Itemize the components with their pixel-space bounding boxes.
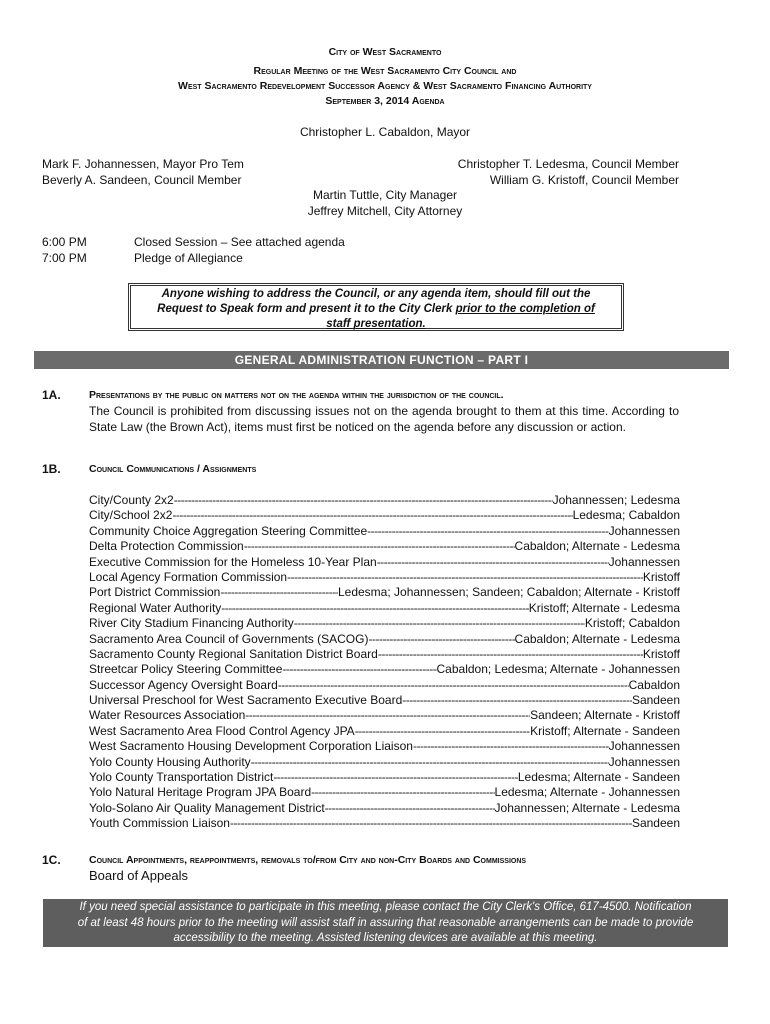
assignment-row — [89, 662, 680, 677]
assignment-name: Youth Commission Liaison — [89, 816, 230, 831]
assignment-members: Johannessen — [608, 754, 680, 769]
leader-dots — [378, 647, 643, 662]
assignment-members: Kristoff; Cabaldon — [584, 616, 680, 631]
leader-dots — [311, 785, 494, 800]
leader-dots — [325, 801, 495, 816]
assignment-name: Successor Agency Oversight Board — [89, 677, 278, 692]
leader-dots — [413, 739, 609, 754]
leader-dots — [282, 662, 436, 677]
leader-dots — [174, 493, 553, 508]
assignment-members: Sandeen — [631, 693, 680, 708]
mayor-name: Christopher L. Cabaldon, Mayor — [299, 125, 471, 139]
section-number: 1C. — [42, 853, 61, 867]
leader-dots — [355, 724, 530, 739]
assignment-name: Yolo Natural Heritage Program JPA Board — [89, 785, 312, 800]
assignment-row — [89, 770, 680, 785]
member-ledesma: Christopher T. Ledesma, Council Member — [457, 157, 679, 171]
assignment-members: Johannessen; Ledesma — [552, 493, 680, 507]
assignment-members: Cabaldon; Alternate - Ledesma — [514, 539, 680, 554]
assignment-name: West Sacramento Area Flood Control Agency JPA — [89, 723, 355, 738]
assignment-members: Ledesma; Cabaldon — [572, 508, 680, 523]
notice-underlined: prior to the completion of — [455, 303, 595, 315]
assignment-members: Johannessen — [608, 523, 680, 538]
assignment-members: Kristoff; Alternate - Ledesma — [528, 600, 680, 615]
assignment-row — [89, 739, 680, 754]
assignment-members: Cabaldon — [628, 677, 680, 692]
assignment-members: Kristoff — [642, 646, 680, 661]
notice-text: Request to Speak form and present it to the City Clerk — [157, 303, 456, 315]
header-city: City of West Sacramento — [328, 46, 442, 58]
section-number: 1B. — [42, 462, 61, 476]
assignment-members: Kristoff; Alternate - Sandeen — [530, 723, 680, 738]
leader-dots — [368, 632, 514, 647]
assignment-name: Delta Protection Commission — [89, 539, 244, 554]
assignment-name: Water Resources Association — [89, 708, 246, 723]
section-number: 1A. — [42, 388, 61, 402]
assignment-name: Sacramento Area Council of Governments (SACOG) — [89, 631, 369, 646]
assignment-name: West Sacramento Housing Development Corporation Liaison — [89, 739, 413, 754]
assignment-row — [89, 632, 680, 647]
section-title: Council Communications / Assignments — [89, 463, 257, 475]
accessibility-notice — [43, 899, 728, 947]
leader-dots — [220, 585, 338, 600]
assignment-name: Regional Water Authority — [89, 600, 222, 615]
assignment-members: Sandeen; Alternate - Kristoff — [530, 708, 680, 723]
assignment-name: Yolo-Solano Air Quality Management District — [89, 800, 325, 815]
assignment-row — [89, 708, 680, 723]
schedule-row — [42, 234, 345, 250]
header-date: September 3, 2014 Agenda — [325, 95, 445, 107]
assignment-name: Local Agency Formation Commission — [89, 569, 288, 584]
leader-dots — [278, 678, 629, 693]
leader-dots — [244, 539, 515, 554]
leader-dots — [377, 555, 609, 570]
appointment-item: Board of Appeals — [89, 868, 189, 883]
header-agencies: West Sacramento Redevelopment Successor Agency & West Sacramento Financing Authority — [178, 80, 592, 92]
schedule-item: Pledge of Allegiance — [134, 251, 243, 265]
notice-underlined: staff presentation. — [326, 318, 426, 330]
assignment-members: Johannessen — [608, 554, 680, 569]
assignment-name: Community Choice Aggregation Steering Committee — [89, 523, 368, 538]
assignment-row — [89, 539, 680, 554]
leader-dots — [221, 601, 529, 616]
footer-line: If you need special assistance to participate in this meeting, please contact the City Clerk's Office, 617-4500. Notification — [79, 901, 692, 913]
assignment-name: Sacramento County Regional Sanitation District Board — [89, 646, 378, 661]
assignment-members: Cabaldon; Ledesma; Alternate - Johannessen — [436, 662, 680, 677]
schedule-row — [42, 250, 345, 266]
member-sandeen: Beverly A. Sandeen, Council Member — [42, 173, 242, 187]
footer-line: of at least 48 hours prior to the meeting will assist staff in assuring that reasonable arrangements can be made to provide — [77, 916, 694, 929]
notice-line — [131, 317, 621, 332]
footer-line: accessibility to the meeting. Assisted listening devices are available at this meeting. — [173, 932, 598, 944]
schedule-item: Closed Session – See attached agenda — [134, 235, 345, 249]
assignment-row — [89, 524, 680, 539]
assignment-row — [89, 647, 680, 662]
section-title: Presentations by the public on matters not on the agenda within the jurisdiction of the council. — [89, 389, 504, 401]
assignment-name: Yolo County Transportation District — [89, 770, 274, 785]
assignment-row — [89, 585, 680, 600]
speak-notice-box — [128, 283, 624, 331]
assignment-row — [89, 693, 680, 708]
assignment-row — [89, 816, 680, 831]
assignment-members: Sandeen — [631, 816, 680, 831]
schedule-time: 7:00 PM — [42, 251, 87, 265]
assignment-members: Ledesma; Johannessen; Sandeen; Cabaldon; Alternate - Kristoff — [337, 585, 680, 600]
section-title: Council Appointments, reappointments, removals to/from City and non-City Boards and Commissions — [89, 854, 527, 866]
assignment-row — [89, 508, 680, 523]
assignment-name: City/School 2x2 — [89, 508, 173, 523]
notice-line — [131, 302, 621, 317]
leader-dots — [172, 508, 572, 523]
leader-dots — [273, 770, 518, 785]
assignment-members: Ledesma; Alternate - Johannessen — [494, 785, 680, 800]
city-manager: Martin Tuttle, City Manager — [312, 188, 458, 202]
assignment-name: Streetcar Policy Steering Committee — [89, 662, 283, 677]
assignment-name: Port District Commission — [89, 585, 221, 600]
leader-dots — [245, 708, 530, 723]
assignment-row — [89, 678, 680, 693]
schedule-time: 6:00 PM — [42, 235, 87, 249]
assignment-members: Ledesma; Alternate - Sandeen — [517, 770, 680, 785]
assignment-row — [89, 616, 680, 631]
assignment-row — [89, 555, 680, 570]
leader-dots — [287, 570, 643, 585]
city-attorney: Jeffrey Mitchell, City Attorney — [307, 204, 463, 218]
leader-dots — [251, 755, 609, 770]
schedule — [42, 234, 345, 266]
assignment-name: Universal Preschool for West Sacramento Executive Board — [89, 693, 403, 708]
header-meeting: Regular Meeting of the West Sacramento City Council and — [253, 65, 517, 77]
assignment-row — [89, 724, 680, 739]
assignment-members: Cabaldon; Alternate - Ledesma — [514, 631, 680, 646]
leader-dots — [230, 816, 632, 831]
assignment-row — [89, 601, 680, 616]
member-kristoff: William G. Kristoff, Council Member — [489, 173, 679, 187]
assignment-name: City/County 2x2 — [89, 493, 174, 507]
notice-line: Anyone wishing to address the Council, or any agenda item, should fill out the — [161, 288, 591, 300]
assignment-members: Johannessen — [608, 739, 680, 754]
assignment-row — [89, 801, 680, 816]
section-band: GENERAL ADMINISTRATION FUNCTION – PART I — [34, 351, 729, 369]
assignment-members: Kristoff — [642, 569, 680, 584]
leader-dots — [367, 524, 608, 539]
assignment-row — [89, 755, 680, 770]
leader-dots — [294, 616, 585, 631]
assignment-row — [89, 785, 680, 800]
assignments-list — [89, 493, 680, 832]
assignment-name: Executive Commission for the Homeless 10-Year Plan — [89, 554, 377, 569]
assignment-row — [89, 493, 680, 508]
section-body: The Council is prohibited from discussing issues not on the agenda brought to them at this time. According to State Law (the Brown Act), items must first be noticed on the agenda before any discussion or action. — [89, 404, 679, 434]
leader-dots — [402, 693, 632, 708]
member-mayor-pro-tem: Mark F. Johannessen, Mayor Pro Tem — [42, 157, 244, 171]
assignment-members: Johannessen; Alternate - Ledesma — [494, 800, 680, 815]
assignment-name: Yolo County Housing Authority — [89, 754, 251, 769]
assignment-row — [89, 570, 680, 585]
assignment-name: River City Stadium Financing Authority — [89, 616, 294, 631]
